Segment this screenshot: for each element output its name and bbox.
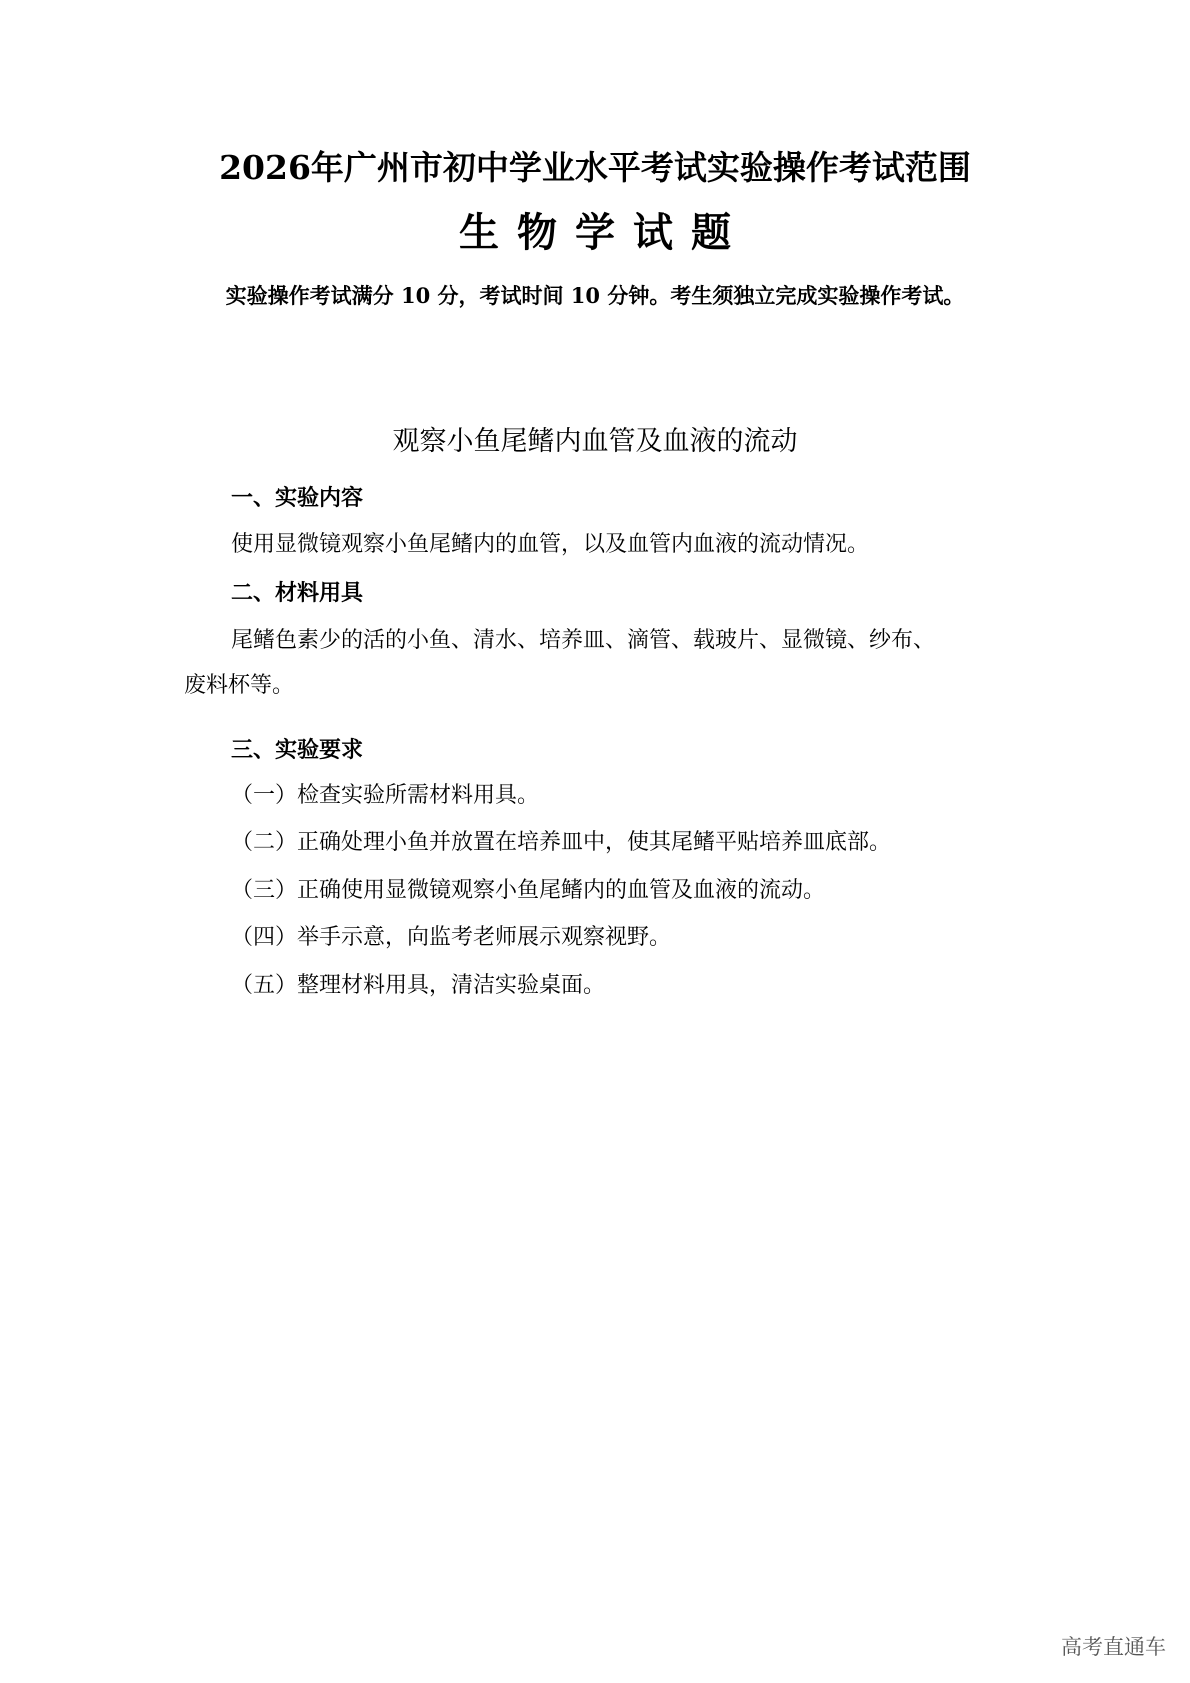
section-heading-materials: 二、材料用具 xyxy=(231,580,364,606)
section-text-materials-line1: 尾鳍色素少的活的小鱼、清水、培养皿、滴管、载玻片、显微镜、纱布、 xyxy=(231,628,936,653)
requirement-item: （三）正确使用显微镜观察小鱼尾鳍内的血管及血液的流动。 xyxy=(231,878,826,903)
experiment-title: 观察小鱼尾鳍内血管及血液的流动 xyxy=(392,426,798,457)
requirement-item: （一）检查实验所需材料用具。 xyxy=(231,783,540,808)
section-text-materials-line2: 废料杯等。 xyxy=(184,673,295,698)
section-text-content: 使用显微镜观察小鱼尾鳍内的血管，以及血管内血液的流动情况。 xyxy=(231,532,870,557)
watermark-text: 高考直通车 xyxy=(1061,1635,1166,1659)
section-heading-requirements: 三、实验要求 xyxy=(231,737,364,763)
requirement-item: （五）整理材料用具，清洁实验桌面。 xyxy=(231,973,606,998)
document-title: 2026年广州市初中学业水平考试实验操作考试范围 xyxy=(219,148,971,187)
requirement-item: （二）正确处理小鱼并放置在培养皿中，使其尾鳍平贴培养皿底部。 xyxy=(231,830,892,855)
requirement-item: （四）举手示意，向监考老师展示观察视野。 xyxy=(231,925,672,950)
section-heading-content: 一、实验内容 xyxy=(231,485,364,511)
subject-title: 生物学试题 xyxy=(459,209,749,256)
exam-note: 实验操作考试满分 10 分，考试时间 10 分钟。考生须独立完成实验操作考试。 xyxy=(225,283,965,308)
